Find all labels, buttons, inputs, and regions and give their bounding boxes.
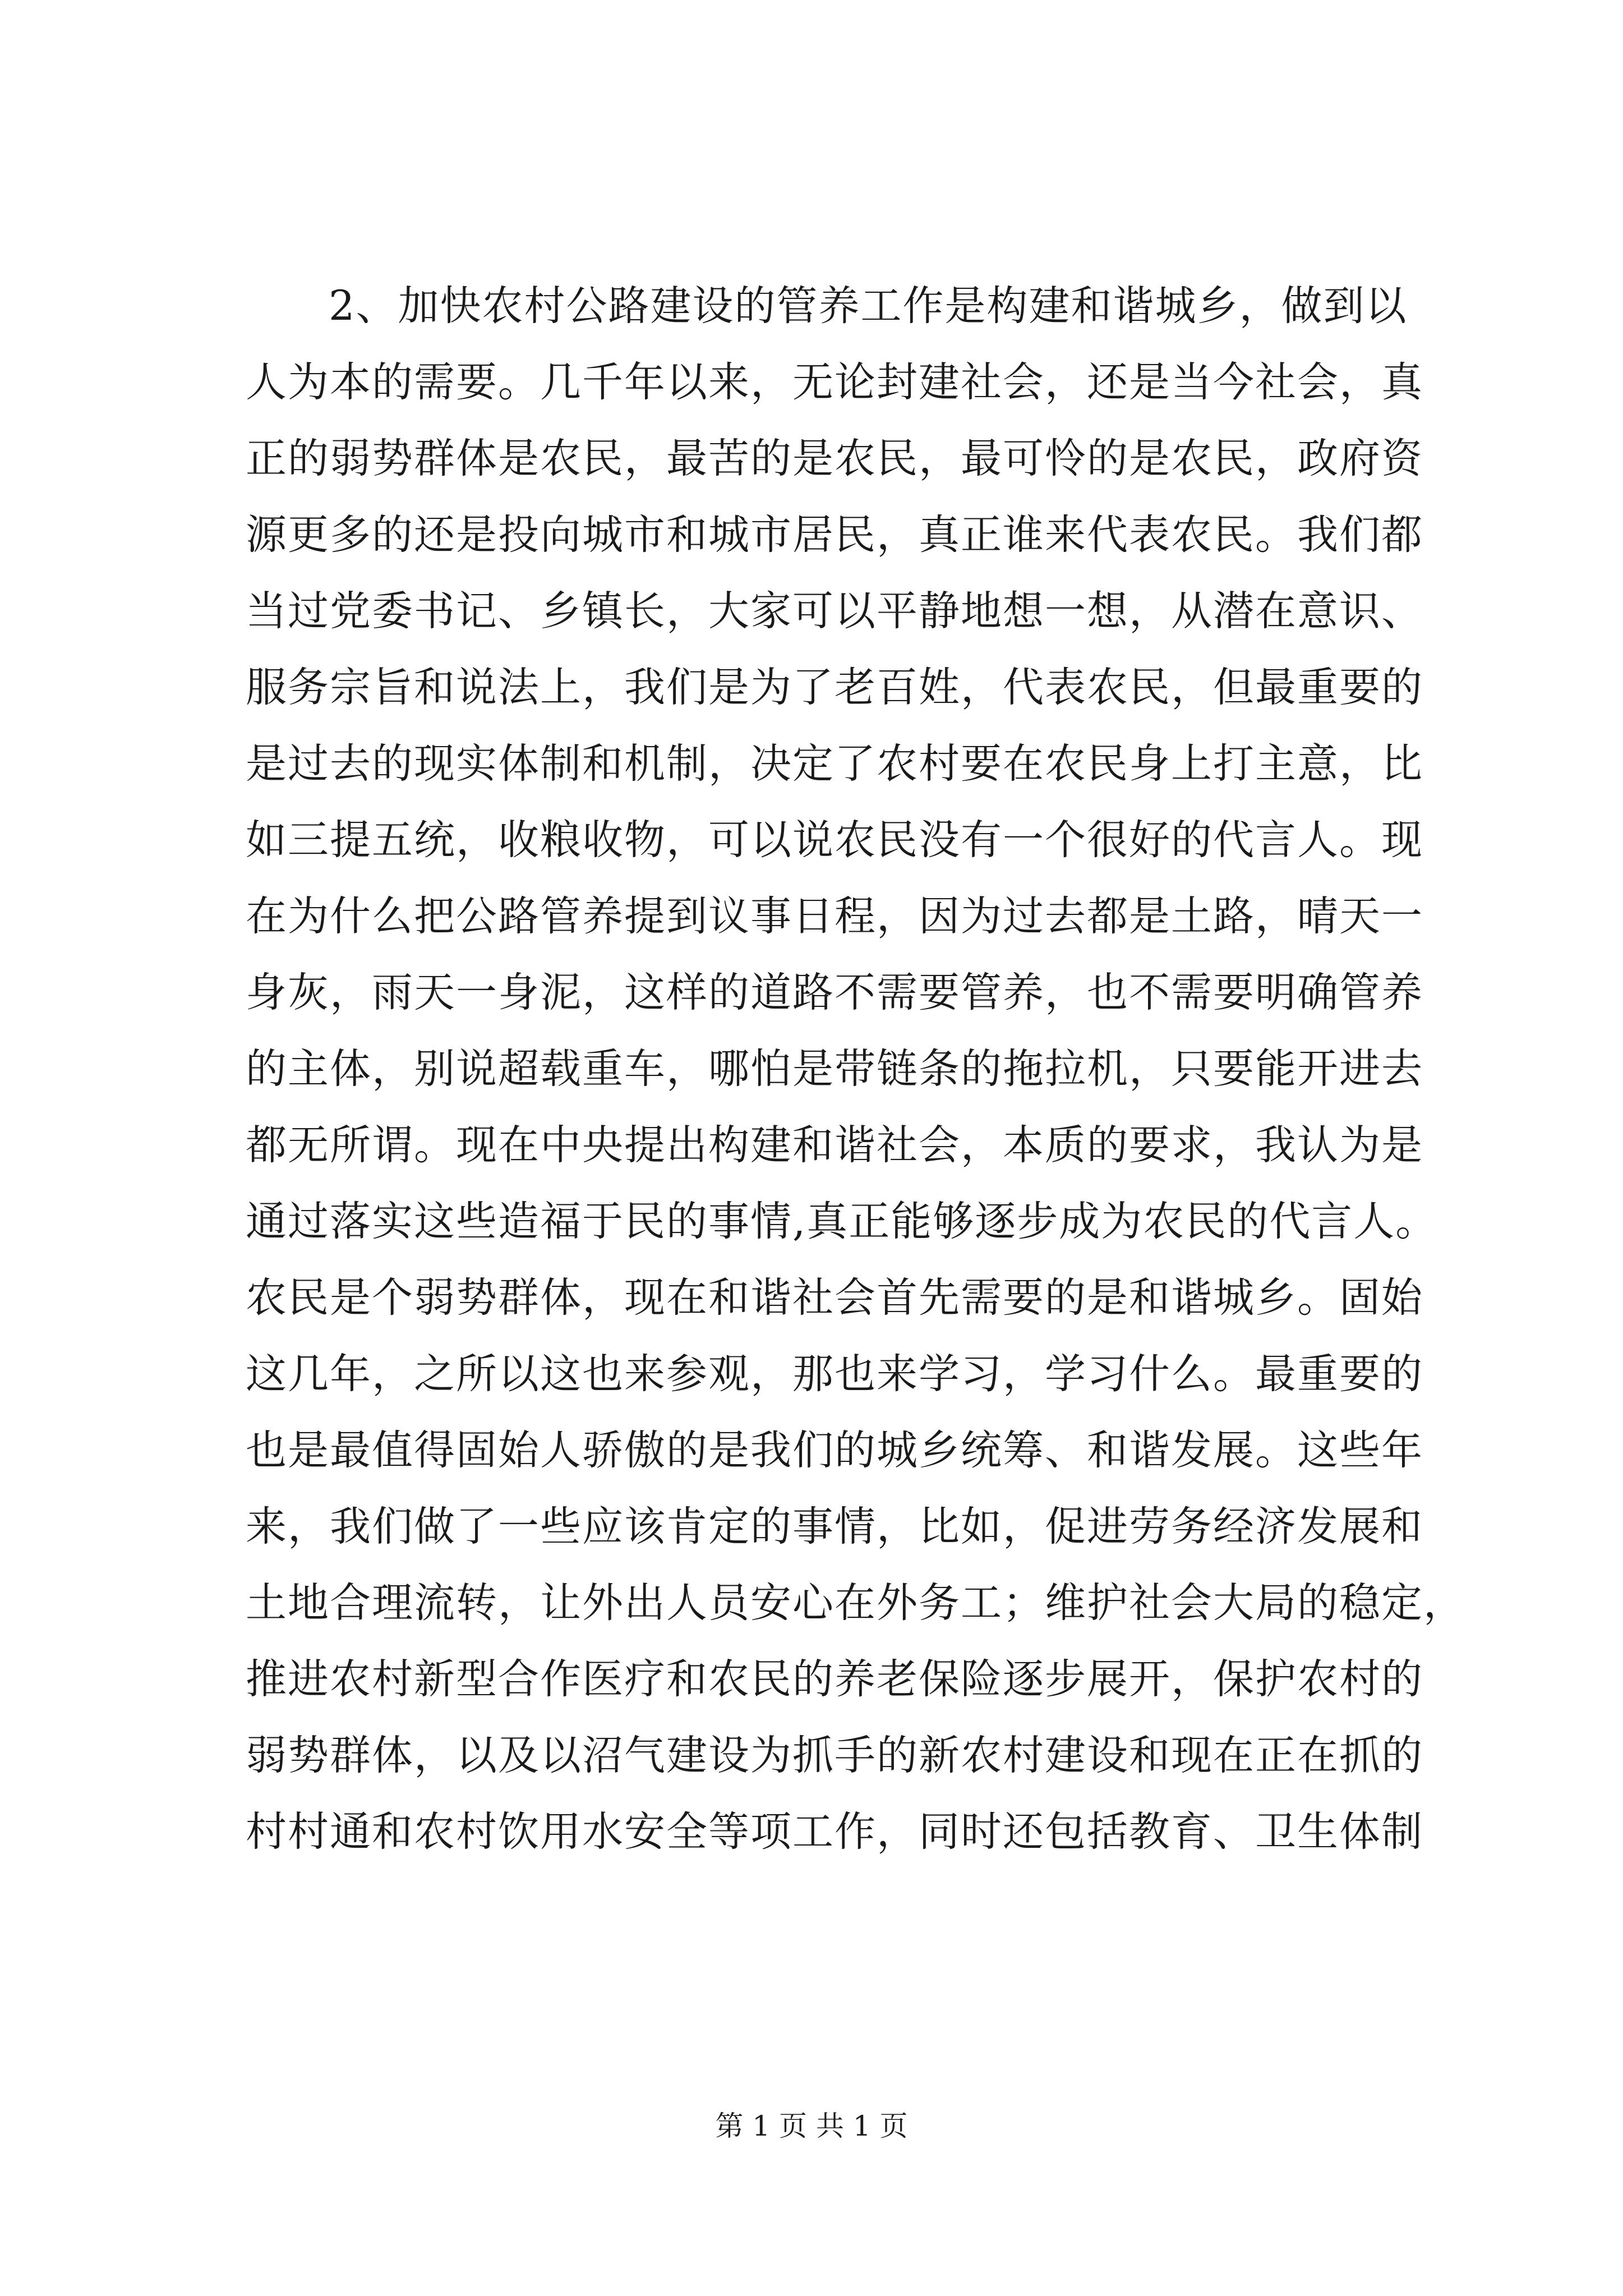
text-line-10: 身灰，雨天一身泥，这样的道路不需要管养，也不需要明确管养	[246, 969, 1423, 1016]
text-line-12: 都无所谓。现在中央提出构建和谐社会，本质的要求，我认为是	[246, 1121, 1423, 1169]
text-line-2: 人为本的需要。几千年以来，无论封建社会，还是当今社会，真	[246, 358, 1423, 406]
text-line-3: 正的弱势群体是农民，最苦的是农民，最可怜的是农民，政府资	[246, 435, 1423, 482]
text-line-8: 如三提五统，收粮收物，可以说农民没有一个很好的代言人。现	[246, 816, 1423, 864]
text-line-18: 土地合理流转，让外出人员安心在外务工；维护社会大局的稳定，	[246, 1579, 1465, 1627]
page-footer	[0, 2109, 1623, 2143]
text-line-11: 的主体，别说超载重车，哪怕是带链条的拖拉机，只要能开进去	[246, 1045, 1423, 1093]
text-line-16: 也是最值得固始人骄傲的是我们的城乡统筹、和谐发展。这些年	[246, 1427, 1423, 1474]
text-line-9: 在为什么把公路管养提到议事日程，因为过去都是土路，晴天一	[246, 892, 1423, 940]
text-line-17: 来，我们做了一些应该肯定的事情，比如，促进劳务经济发展和	[246, 1503, 1423, 1550]
text-line-4: 源更多的还是投向城市和城市居民，真正谁来代表农民。我们都	[246, 511, 1423, 559]
text-line-20: 弱势群体，以及以沼气建设为抓手的新农村建设和现在正在抓的	[246, 1732, 1423, 1779]
body-paragraph	[246, 268, 1465, 1870]
text-line-5: 当过党委书记、乡镇长，大家可以平静地想一想，从潜在意识、	[246, 587, 1423, 635]
text-line-6: 服务宗旨和说法上，我们是为了老百姓，代表农民，但最重要的	[246, 664, 1423, 711]
text-line-21: 村村通和农村饮用水安全等项工作，同时还包括教育、卫生体制	[246, 1808, 1423, 1856]
text-line-15: 这几年，之所以这也来参观，那也来学习，学习什么。最重要的	[246, 1350, 1423, 1398]
text-line-14: 农民是个弱势群体，现在和谐社会首先需要的是和谐城乡。固始	[246, 1274, 1423, 1322]
text-line-1: 2、加快农村公路建设的管养工作是构建和谐城乡，做到以	[329, 282, 1408, 330]
text-line-13: 通过落实这些造福于民的事情,真正能够逐步成为农民的代言人。	[246, 1198, 1438, 1245]
text-line-7: 是过去的现实体制和机制，决定了农村要在农民身上打主意，比	[246, 740, 1423, 788]
text-line-19: 推进农村新型合作医疗和农民的养老保险逐步展开，保护农村的	[246, 1655, 1423, 1703]
page-number-label: 第 1 页 共 1 页	[715, 2110, 908, 2142]
